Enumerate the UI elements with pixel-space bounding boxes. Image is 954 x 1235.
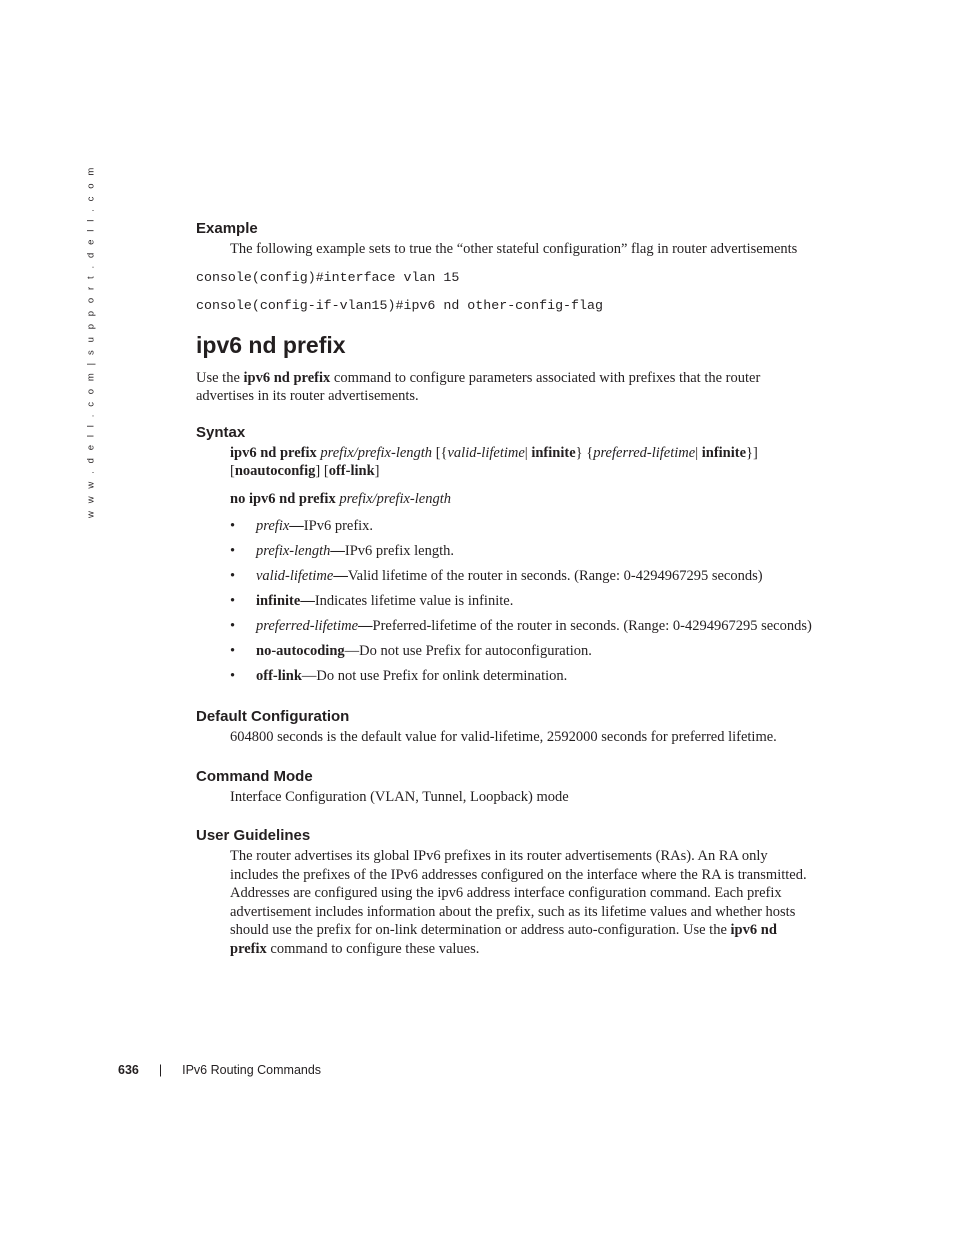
syntax-bracket: ] <box>374 463 380 479</box>
intro-post: command to configure parameters associated with prefixes that the router advertises in its router advertisements. <box>196 369 761 404</box>
syntax-keyword-infinite: infinite <box>531 444 576 461</box>
param-dash: — <box>301 668 317 684</box>
syntax-line-2 <box>230 490 816 509</box>
syntax-arg-prefix: prefix/prefix-length <box>320 444 433 461</box>
command-mode-text: Interface Configuration (VLAN, Tunnel, Loopback) mode <box>230 788 569 805</box>
param-desc: Indicates lifetime value is infinite. <box>314 593 514 609</box>
user-guidelines-heading: User Guidelines <box>196 827 311 844</box>
command-mode-heading: Command Mode <box>196 767 313 785</box>
intro-command: ipv6 nd prefix <box>243 369 331 386</box>
list-item <box>196 567 816 586</box>
syntax-bracket: | <box>524 444 532 461</box>
param-term: off-link <box>256 668 302 684</box>
page-content <box>196 219 816 958</box>
syntax-keyword-noautoconfig: noautoconfig <box>234 463 316 479</box>
param-term: prefix <box>256 518 290 534</box>
param-dash: — <box>289 518 304 534</box>
param-dash: — <box>344 643 360 659</box>
example-heading: Example <box>196 220 258 237</box>
syntax-arg-preferred-lifetime: preferred-lifetime <box>593 444 696 461</box>
syntax-arg-valid-lifetime: valid-lifetime <box>447 444 525 461</box>
param-desc: Valid lifetime of the router in seconds. (Range: 0-4294967295 seconds) <box>347 568 763 584</box>
page-number: 636 <box>118 1063 139 1077</box>
bullet-icon: • <box>230 618 236 634</box>
list-item <box>196 642 816 661</box>
param-term: no-autocoding <box>256 643 345 659</box>
guidelines-post: command to configure these values. <box>266 940 480 957</box>
intro-pre: Use the <box>196 369 244 386</box>
side-url-text: w w w . d e l l . c o m | s u p p o r t . d e l l . c o m <box>85 165 97 519</box>
param-term: valid-lifetime <box>256 568 334 584</box>
param-desc: IPv6 prefix. <box>303 518 374 534</box>
syntax-heading: Syntax <box>196 423 246 441</box>
page-footer <box>118 1063 321 1077</box>
syntax-bracket: [{ <box>432 444 448 461</box>
example-code-line-2: console(config-if-vlan15)#ipv6 nd other-config-flag <box>196 297 603 313</box>
param-dash: — <box>300 593 315 609</box>
default-config-heading: Default Configuration <box>196 708 350 725</box>
user-guidelines-text <box>230 847 816 958</box>
bullet-icon: • <box>230 568 236 584</box>
list-item <box>196 517 816 536</box>
param-term: prefix-length <box>256 543 331 559</box>
example-code-line-1: console(config)#interface vlan 15 <box>196 269 460 285</box>
param-dash: — <box>333 568 348 584</box>
syntax-bracket: }] [ <box>230 444 758 479</box>
param-desc: Preferred-lifetime of the router in seconds. (Range: 0-4294967295 seconds) <box>372 618 812 634</box>
syntax-bracket: } { <box>575 444 594 461</box>
syntax-bracket: | <box>695 444 702 461</box>
list-item <box>196 617 816 636</box>
list-item <box>196 542 816 561</box>
default-config-text: 604800 seconds is the default value for valid-lifetime, 2592000 seconds for preferred lifetime. <box>230 729 777 745</box>
syntax-no-arg: prefix/prefix-length <box>339 490 451 507</box>
param-desc: Do not use Prefix for autoconfiguration. <box>359 643 592 659</box>
bullet-icon: • <box>230 518 236 534</box>
param-dash: — <box>358 618 373 634</box>
default-config-section <box>196 707 816 747</box>
param-term: preferred-lifetime <box>256 618 359 634</box>
list-item <box>196 592 816 611</box>
list-item <box>196 667 816 686</box>
parameter-list <box>196 517 816 686</box>
bullet-icon: • <box>230 593 236 609</box>
user-guidelines-section <box>196 826 816 958</box>
syntax-section <box>196 423 816 687</box>
bullet-icon: • <box>230 543 236 559</box>
syntax-keyword-off-link: off-link <box>328 463 375 479</box>
syntax-no-command: no ipv6 nd prefix <box>230 490 336 507</box>
bullet-icon: • <box>230 668 236 684</box>
footer-separator: | <box>158 1063 163 1077</box>
syntax-keyword-infinite: infinite <box>701 444 747 461</box>
param-dash: — <box>330 543 345 559</box>
command-title: ipv6 nd prefix <box>196 331 346 358</box>
footer-section-title: IPv6 Routing Commands <box>182 1063 322 1077</box>
example-section <box>196 219 816 315</box>
command-intro <box>196 369 816 406</box>
syntax-command: ipv6 nd prefix <box>230 444 317 461</box>
guidelines-command: ipv6 nd prefix <box>230 922 777 957</box>
guidelines-pre: The router advertises its global IPv6 prefixes in its router advertisements (RAs). An RA only includes the prefixes of the IPv6 addresses configured on the interface where the RA is transmitted. Addresses are configured using the ipv6 address interface configuration command. Each prefix advertisement includes information about the prefix, such as its lifetime values and whether hosts should use the prefix for on-link determination or address auto-configuration. Use the <box>230 848 807 938</box>
param-term: infinite <box>256 593 301 609</box>
syntax-bracket: ] [ <box>315 463 329 479</box>
bullet-icon: • <box>230 643 236 659</box>
param-desc: Do not use Prefix for onlink determination. <box>316 668 568 684</box>
command-mode-section <box>196 767 816 807</box>
syntax-line-1 <box>230 444 816 481</box>
param-desc: IPv6 prefix length. <box>344 543 454 559</box>
example-description: The following example sets to true the “other stateful configuration” flag in router advertisements <box>230 241 798 257</box>
